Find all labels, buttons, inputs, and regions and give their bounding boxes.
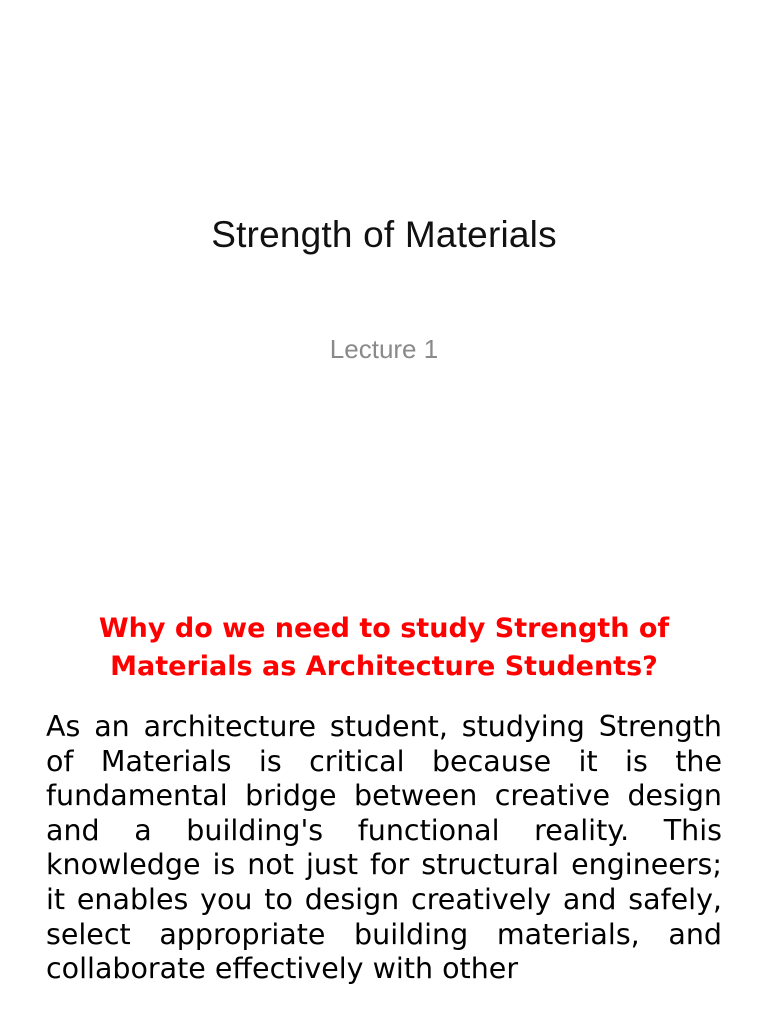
slide-title: Strength of Materials (211, 214, 557, 255)
slide-subtitle: Lecture 1 (329, 334, 439, 364)
slide-body-text: As an architecture student, studying Strength of Materials is critical because it is the fundamental bridge between creative design and a building's functional reality. This knowledge is not just for structural engineers; it enables you to design creatively and safely, select appropriate building materials, and collaborate effectively with other (46, 710, 722, 986)
content-slide (0, 576, 768, 1024)
slide-heading: Why do we need to study Strength of Materials as Architecture Students? (98, 613, 670, 682)
